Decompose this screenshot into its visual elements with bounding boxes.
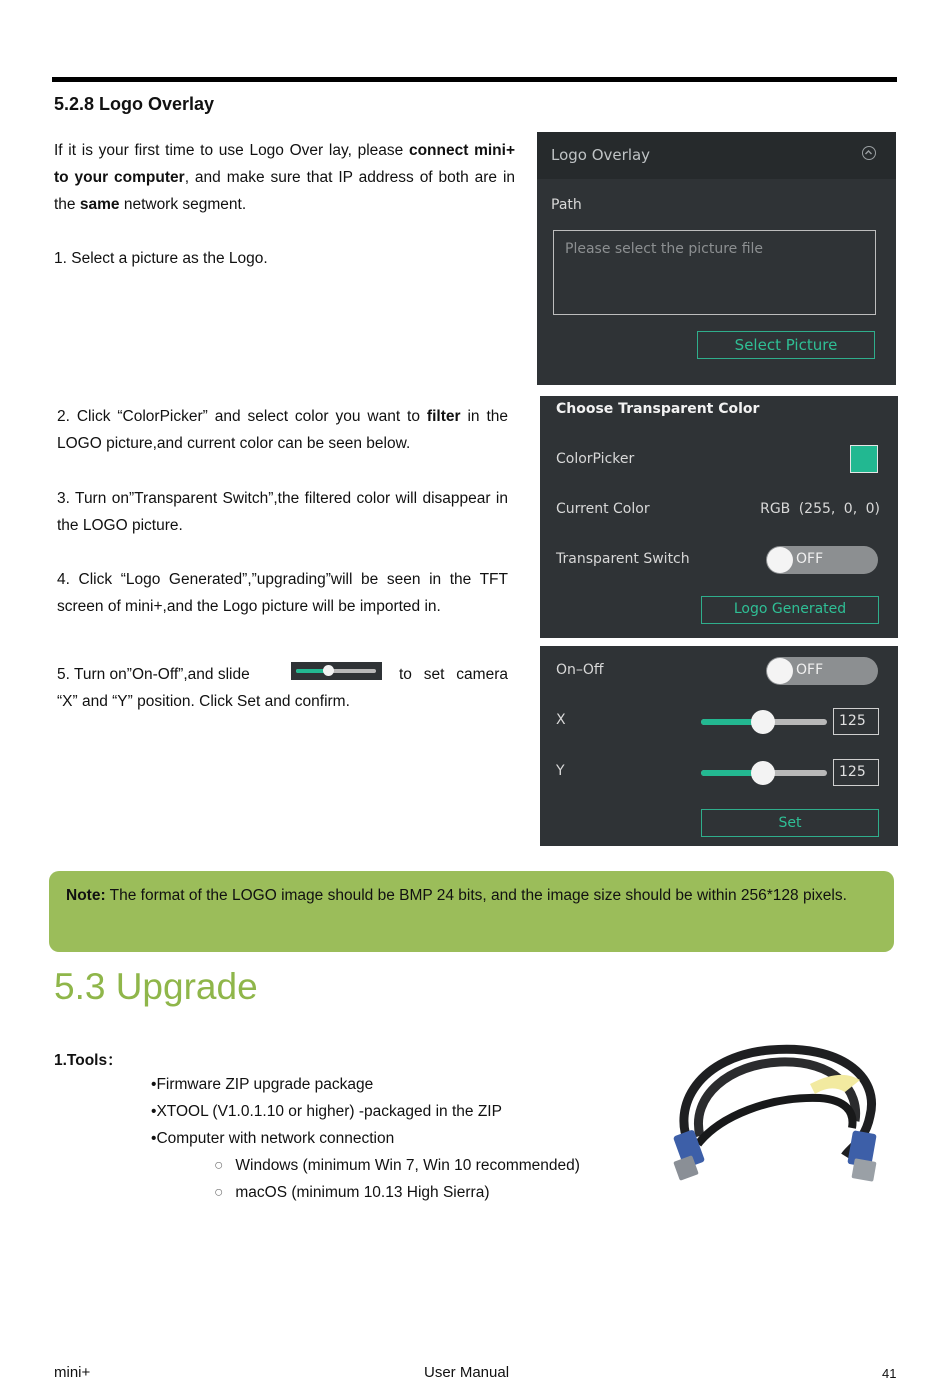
toggle-knob — [767, 658, 793, 684]
y-label: Y — [556, 763, 565, 779]
colorpicker-label: ColorPicker — [556, 451, 635, 467]
step-5-end: to set camera “X” and “Y” position. Click Set and confirm. — [57, 666, 508, 710]
onoff-toggle[interactable] — [766, 657, 878, 685]
list-subitem: ○ Windows (minimum Win 7, Win 10 recommended) — [214, 1157, 580, 1174]
section-heading: 5.2.8 Logo Overlay — [54, 94, 215, 114]
logo-overlay-panel — [537, 132, 896, 385]
step-3: 3. Turn on”Transparent Switch”,the filtered color will disappear in the LOGO picture. — [57, 490, 508, 534]
transparent-color-panel — [540, 396, 898, 638]
color-swatch[interactable] — [850, 445, 878, 473]
step-1: 1. Select a picture as the Logo. — [54, 250, 268, 267]
set-button[interactable]: Set — [701, 809, 879, 837]
list-item: •Firmware ZIP upgrade package — [151, 1076, 374, 1093]
collapse-icon[interactable] — [862, 146, 876, 160]
step-2: 2. Click “ColorPicker” and select color you want to filter in the LOGO picture,and current color can be seen below. — [57, 408, 508, 452]
x-slider-handle[interactable] — [751, 710, 775, 734]
page-number: 41 — [882, 1366, 897, 1381]
y-value-input[interactable]: 125 — [833, 759, 879, 786]
transparent-switch-label: Transparent Switch — [556, 551, 690, 567]
y-slider-handle[interactable] — [751, 761, 775, 785]
intro-paragraph: If it is your first time to use Logo Over lay, please connect mini+ to your computer, and make sure that IP address of both are in the same network segment. — [54, 142, 516, 213]
current-color-value: RGB (255, 0, 0) — [760, 501, 880, 517]
transparent-switch-toggle[interactable] — [766, 546, 878, 574]
tools-heading: 1.Tools： — [54, 1052, 123, 1069]
toggle-state: OFF — [796, 662, 824, 678]
step-4: 4. Click “Logo Generated”,”upgrading”will be seen in the TFT screen of mini+,and the Logo picture will be imported in. — [57, 571, 508, 615]
panel-title: Logo Overlay — [551, 146, 651, 164]
current-color-label: Current Color — [556, 501, 650, 517]
list-subitem: ○ macOS (minimum 10.13 High Sierra) — [214, 1184, 490, 1201]
toggle-state: OFF — [796, 551, 824, 567]
footer-title: User Manual — [424, 1364, 510, 1381]
path-placeholder: Please select the picture file — [565, 241, 764, 257]
list-item: •Computer with network connection — [151, 1130, 395, 1147]
y-slider[interactable] — [701, 770, 827, 776]
step-5-start: 5. Turn on”On-Off”,and slide — [57, 666, 250, 683]
x-label: X — [556, 712, 566, 728]
x-slider[interactable] — [701, 719, 827, 725]
select-picture-button[interactable]: Select Picture — [697, 331, 875, 359]
position-panel — [540, 646, 898, 846]
list-item: •XTOOL (V1.0.1.10 or higher) -packaged in the ZIP — [151, 1103, 502, 1120]
ethernet-cable-image — [660, 1036, 902, 1186]
note-text: Note: The format of the LOGO image should be BMP 24 bits, and the image size should be within 256*128 pixels. — [66, 887, 847, 904]
top-rule — [52, 77, 897, 82]
path-label: Path — [551, 197, 582, 213]
panel-title: Choose Transparent Color — [556, 401, 760, 417]
logo-generated-button[interactable]: Logo Generated — [701, 596, 879, 624]
x-value-input[interactable]: 125 — [833, 708, 879, 735]
toggle-knob — [767, 547, 793, 573]
footer-product: mini+ — [54, 1364, 91, 1381]
path-input[interactable] — [553, 230, 876, 315]
upgrade-heading: 5.3 Upgrade — [54, 966, 258, 1007]
onoff-label: On–Off — [556, 662, 604, 678]
